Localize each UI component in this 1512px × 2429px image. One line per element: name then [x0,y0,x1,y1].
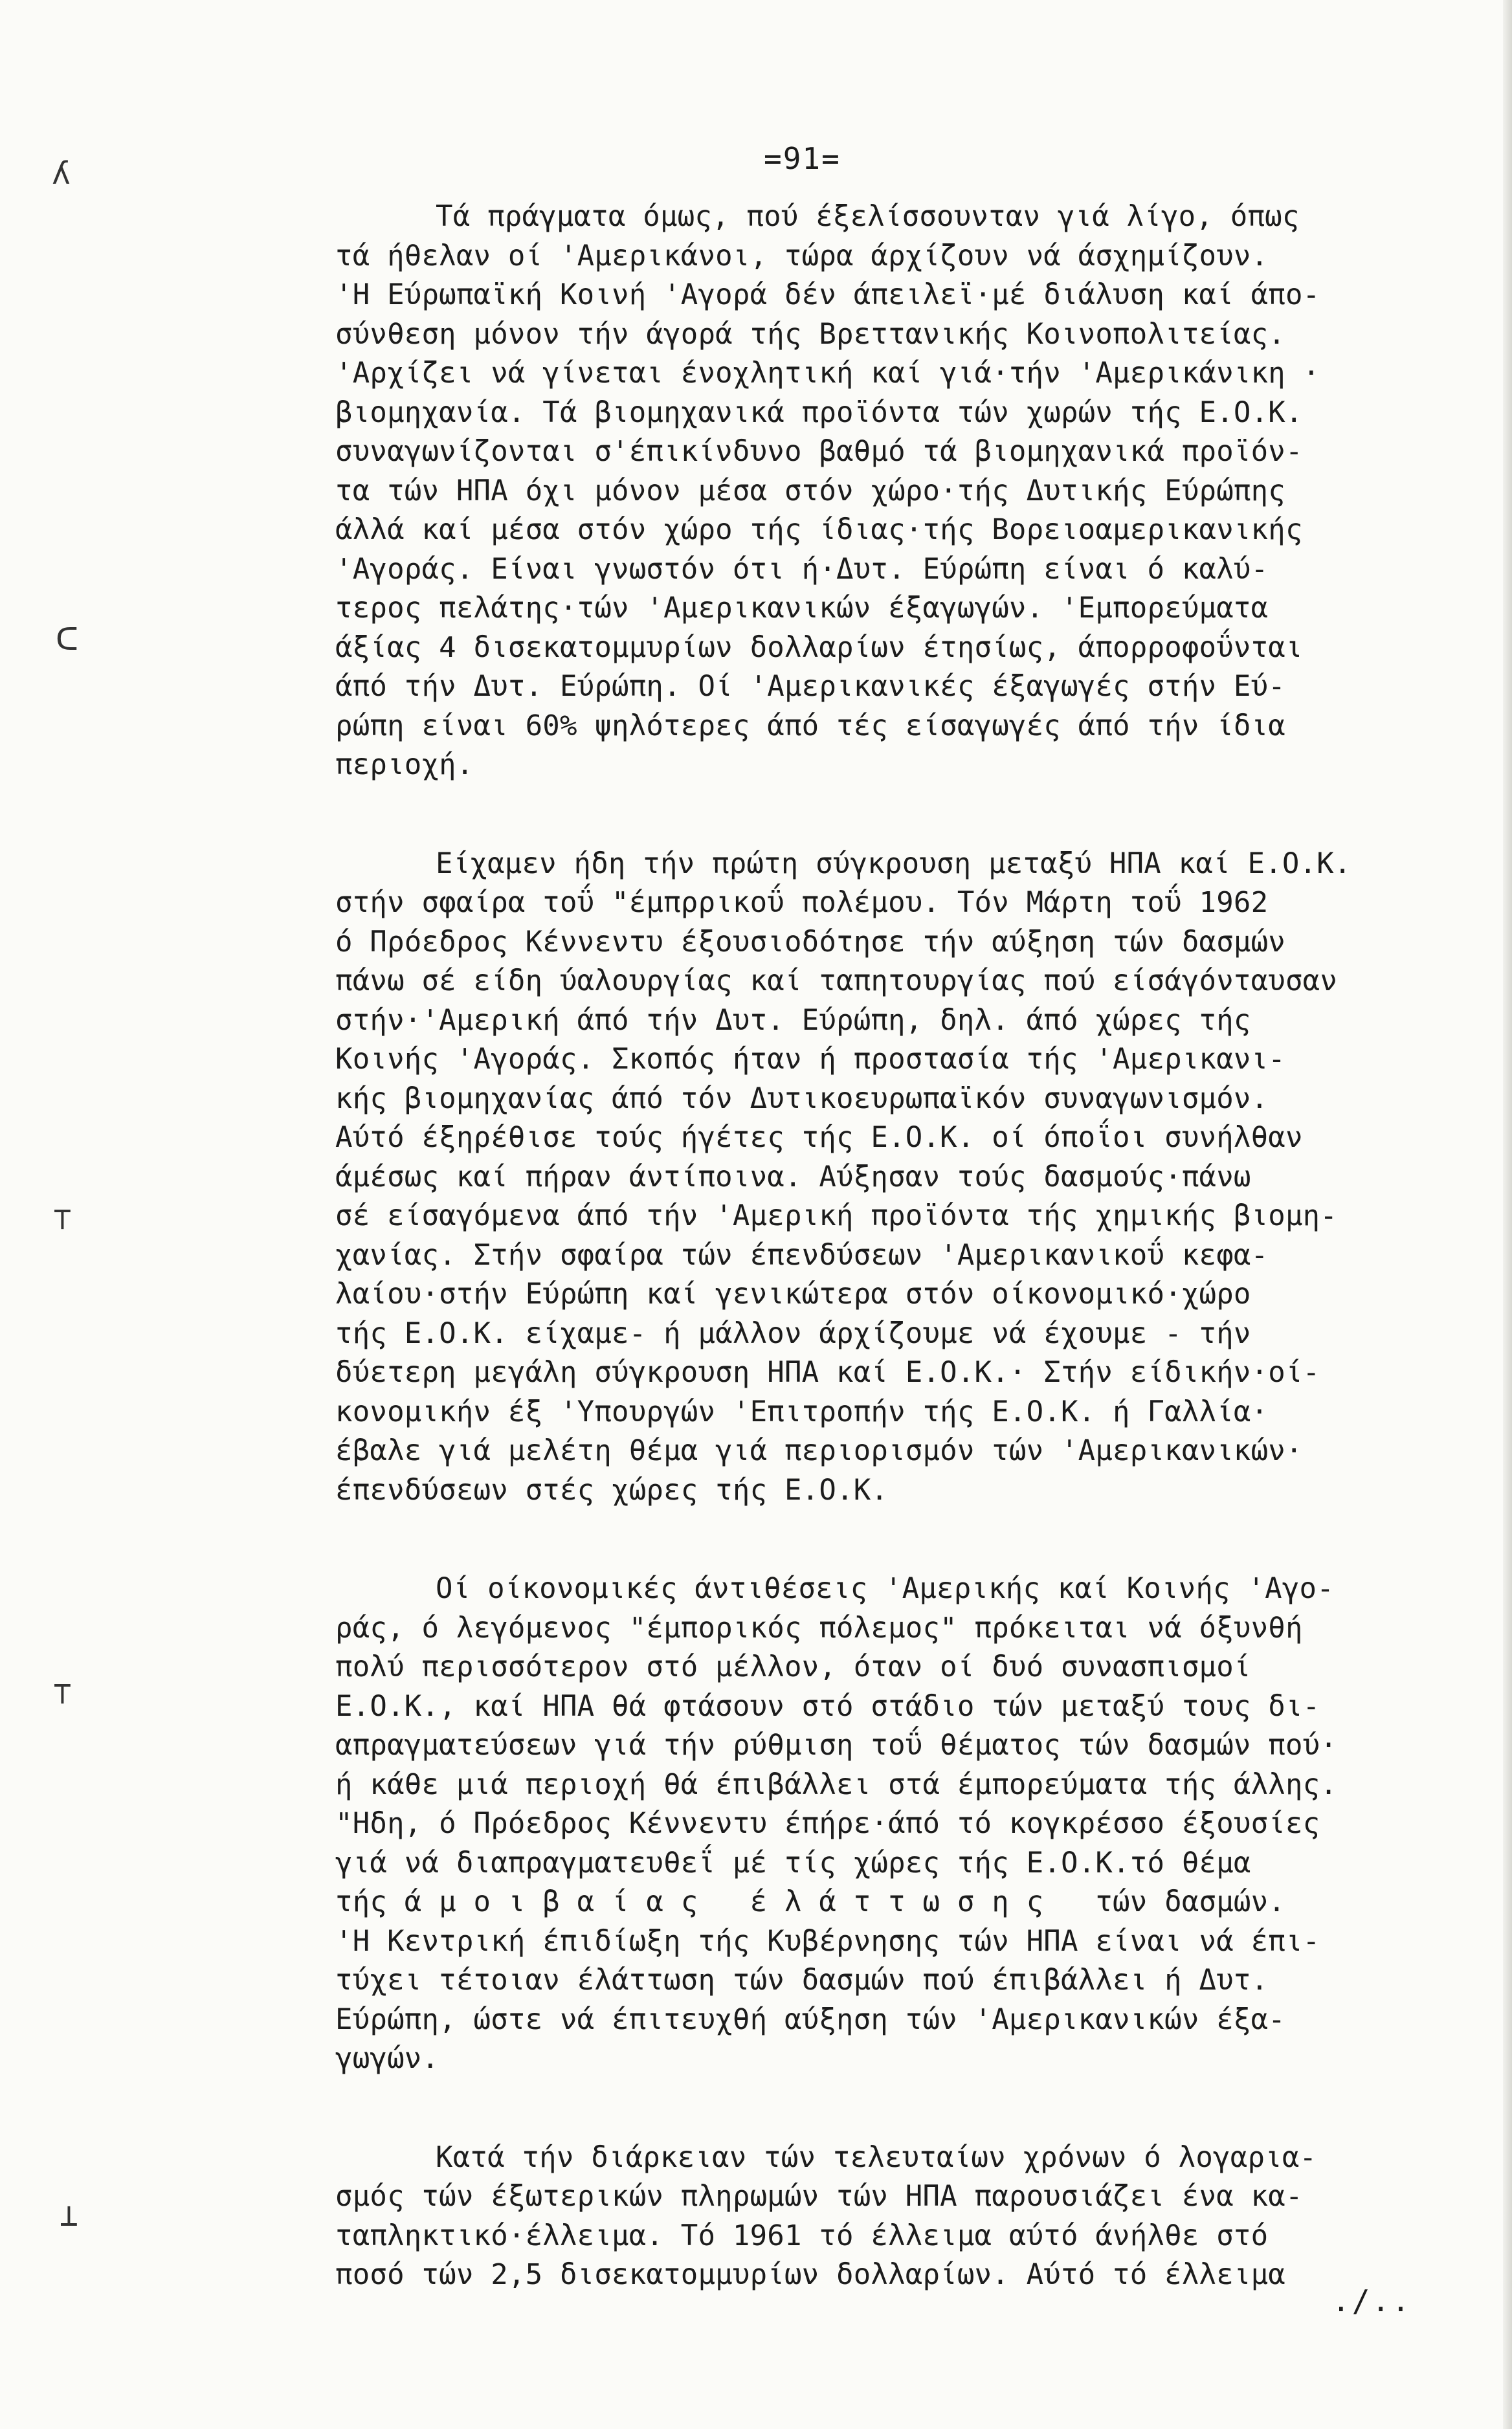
text-line: τής ά μ ο ι β α ί α ς έ λ ά τ τ ω σ η ς τών δασμών. [335,1885,1285,1918]
margin-mark: ʎ [52,155,71,192]
text-line: Ε.Ο.Κ., καί ΗΠΑ θά φτάσουν στό στάδιο τών μεταξύ τους δι- [335,1689,1320,1723]
text-line: έπενδύσεων στές χώρες τής Ε.Ο.Κ. [335,1473,889,1507]
text-line: ρώπη είναι 60% ψηλότερες άπό τές είσαγωγές άπό τήν ίδια [335,709,1285,742]
text-line: σμός τών έξωτερικών πληρωμών τών ΗΠΑ παρουσιάζει ένα κα- [335,2180,1303,2213]
document-body [335,197,1474,2355]
text-line: άλλά καί μέσα στόν χώρο τής ίδιας·τής Βορειοαμερικανικής [335,513,1303,546]
text-line: Κατά τήν διάρκειαν τών τελευταίων χρόνων ό λογαρια- [436,2140,1317,2174]
text-line: ποσό τών 2,5 δισεκατομμυρίων δολλαρίων. Αύτό τό έλλειμα [335,2258,1285,2291]
text-line: Κοινής 'Αγοράς. Σκοπός ήταν ή προστασία τής 'Αμερικανι- [335,1043,1285,1076]
scan-edge [1503,0,1512,2429]
text-line: στήν σφαίρα τοΰ "έμπρρικοΰ πολέμου. Τόν Μάρτη τοΰ 1962 [335,886,1269,919]
text-line: σύνθεση μόνον τήν άγορά τής Βρεττανικής Κοινοπολιτείας. [335,317,1285,351]
paragraph-2 [335,845,1474,1511]
continuation-marker: ./.. [1332,2283,1412,2318]
text-line: 'Η Κεντρική έπιδίωξη τής Κυβέρνησης τών ΗΠΑ είναι νά έπι- [335,1924,1320,1958]
text-line: ράς, ό λεγόμενος "έμπορικός πόλεμος" πρόκειται νά όξυνθή [335,1611,1303,1645]
text-line: πάνω σέ είδη ύαλουργίας καί ταπητουργίας πού είσάγόνταυσαν [335,964,1338,997]
text-line: δύετερη μεγάλη σύγκρουση ΗΠΑ καί Ε.Ο.Κ.· Στήν είδικήν·οί- [335,1356,1320,1389]
text-line: 'Αρχίζει νά γίνεται ένοχλητική καί γιά·τήν 'Αμερικάνικη · [335,357,1320,390]
text-line: "Ηδη, ό Πρόεδρος Κέννεντυ έπήρε·άπό τό κογκρέσσο έξουσίες [335,1807,1320,1840]
paragraph-1 [335,197,1474,785]
text-line: τά ήθελαν οί 'Αμερικάνοι, τώρα άρχίζουν νά άσχημίζουν. [335,239,1269,272]
margin-mark: ⊤ [53,1201,72,1237]
page-number: =91= [764,141,841,176]
text-line: τής Ε.Ο.Κ. είχαμε- ή μάλλον άρχίζουμε νά έχουμε - τήν [335,1316,1251,1350]
margin-mark: ⊥ [60,2197,78,2234]
text-line: τα τών ΗΠΑ όχι μόνον μέσα στόν χώρο·τής Δυτικής Εύρώπης [335,474,1285,507]
text-line: ταπληκτικό·έλλειμα. Τό 1961 τό έλλειμα αύτό άνήλθε στό [335,2219,1269,2252]
margin-mark: ᑕ [56,621,79,658]
text-line: κονομικήν έξ 'Υπουργών 'Επιτροπήν τής Ε.Ο.Κ. ή Γαλλία· [335,1395,1269,1428]
text-line: Τά πράγματα όμως, πού έξελίσσουνταν γιά λίγο, όπως [436,200,1300,233]
paragraph-3 [335,1569,1474,2079]
text-line: άπό τήν Δυτ. Εύρώπη. Οί 'Αμερικανικές έξαγωγές στήν Εύ- [335,670,1285,703]
text-line: Αύτό έξηρέθισε τούς ήγέτες τής Ε.Ο.Κ. οί όποΐοι συνήλθαν [335,1121,1303,1154]
text-line: λαίου·στήν Εύρώπη καί γενικώτερα στόν οίκονομικό·χώρο [335,1278,1251,1311]
text-line: Είχαμεν ήδη τήν πρώτη σύγκρουση μεταξύ ΗΠΑ καί Ε.Ο.Κ. [436,847,1351,880]
text-line: Οί οίκονομικές άντιθέσεις 'Αμερικής καί Κοινής 'Αγο- [436,1572,1334,1605]
text-line: σέ είσαγόμενα άπό τήν 'Αμερική προϊόντα τής χημικής βιομη- [335,1199,1338,1232]
text-line: ό Πρόεδρος Κέννεντυ έξουσιοδότησε τήν αύξηση τών δασμών [335,925,1285,959]
text-line: γωγών. [335,2042,439,2075]
text-line: 'Η Εύρωπαϊκή Κοινή 'Αγορά δέν άπειλεϊ·μέ διάλυση καί άπο- [335,278,1320,311]
paragraph-4 [335,2138,1474,2295]
text-line: απραγματεύσεων γιά τήν ρύθμιση τοΰ θέματος τών δασμών πού· [335,1729,1338,1762]
text-line: στήν·'Αμερική άπό τήν Δυτ. Εύρώπη, δηλ. άπό χώρες τής [335,1003,1251,1037]
text-line: ή κάθε μιά περιοχή θά έπιβάλλει στά έμπορεύματα τής άλλης. [335,1768,1338,1801]
text-line: χανίας. Στήν σφαίρα τών έπενδύσεων 'Αμερικανικοΰ κεφα- [335,1238,1269,1272]
text-line: έβαλε γιά μελέτη θέμα γιά περιορισμόν τών 'Αμερικανικών· [335,1434,1303,1467]
text-line: άμέσως καί πήραν άντίποινα. Αύξησαν τούς δασμούς·πάνω [335,1160,1251,1193]
text-line: άξίας 4 δισεκατομμυρίων δολλαρίων έτησίως, άπορροφοΰνται [335,630,1303,664]
text-line: Εύρώπη, ώστε νά έπιτευχθή αύξηση τών 'Αμερικανικών έξα- [335,2002,1285,2036]
text-line: βιομηχανία. Τά βιομηχανικά προϊόντα τών χωρών τής Ε.Ο.Κ. [335,395,1303,429]
text-line: κής βιομηχανίας άπό τόν Δυτικοευρωπαϊκόν συναγωνισμόν. [335,1081,1269,1115]
text-line: τύχει τέτοιαν έλάττωση τών δασμών πού έπιβάλλει ή Δυτ. [335,1964,1269,1997]
text-line: πολύ περισσότερον στό μέλλον, όταν οί δυό συνασπισμοί [335,1650,1251,1683]
text-line: συναγωνίζονται σ'έπικίνδυνο βαθμό τά βιομηχανικά προϊόν- [335,435,1303,468]
text-line: περιοχή. [335,748,474,781]
text-line: γιά νά διαπραγματευθεΐ μέ τίς χώρες τής Ε.Ο.Κ.τό θέμα [335,1846,1251,1880]
margin-mark: ⊤ [53,1675,72,1711]
text-line: τερος πελάτης·τών 'Αμερικανικών έξαγωγών. 'Εμπορεύματα [335,592,1269,625]
text-line: 'Αγοράς. Είναι γνωστόν ότι ή·Δυτ. Εύρώπη είναι ό καλύ- [335,552,1269,586]
